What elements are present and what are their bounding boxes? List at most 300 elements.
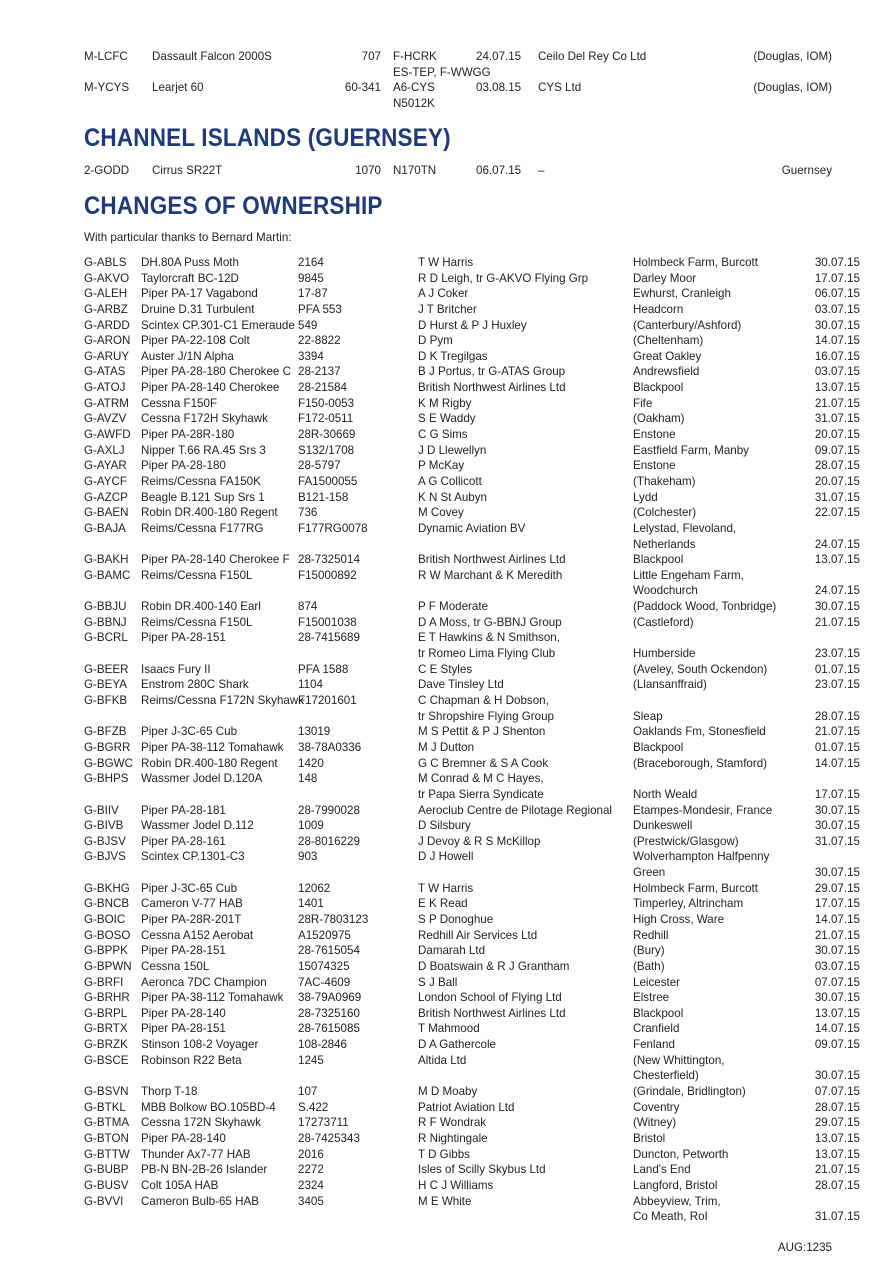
entry-construction-number: 707 — [361, 50, 381, 63]
row-aircraft-type: Taylorcraft BC-12D — [141, 271, 239, 285]
row-registration: G-BTMA — [84, 1116, 130, 1130]
row-registration: G-AYCF — [84, 474, 127, 488]
row-location: Little Engeham Farm, — [633, 568, 744, 582]
row-owner: Patriot Aviation Ltd — [418, 1100, 515, 1114]
row-location: (Witney) — [633, 1116, 677, 1130]
row-owner: Dynamic Aviation BV — [418, 521, 526, 535]
row-date: 21.07.15 — [814, 725, 860, 739]
row-location: Darley Moor — [633, 271, 697, 285]
row-construction-number: F172-0511 — [298, 412, 354, 426]
table-row — [84, 521, 860, 552]
row-location: Blackpool — [633, 1006, 684, 1020]
row-owner-line2: tr Shropshire Flying Group — [418, 709, 554, 723]
table-row — [84, 474, 860, 490]
row-construction-number: 12062 — [298, 881, 331, 895]
row-date: 21.07.15 — [814, 615, 860, 629]
row-registration: G-BIVB — [84, 819, 124, 833]
table-row — [84, 1178, 860, 1194]
row-owner: E T Hawkins & N Smithson, — [418, 631, 560, 645]
row-aircraft-type: Piper PA-38-112 Tomahawk — [141, 991, 284, 1005]
row-aircraft-type: Cameron Bulb-65 HAB — [141, 1194, 259, 1208]
table-row — [84, 286, 860, 302]
row-owner: D J Howell — [418, 850, 474, 864]
row-aircraft-type: Cessna F172H Skyhawk — [141, 412, 268, 426]
row-registration: G-BAKH — [84, 553, 129, 567]
row-construction-number: 874 — [298, 600, 318, 614]
row-owner: M Covey — [418, 506, 464, 520]
row-owner: T Mahmood — [418, 1022, 480, 1036]
intro-text: With particular thanks to Bernard Martin: — [84, 231, 292, 244]
row-owner-line2: tr Papa Sierra Syndicate — [418, 787, 544, 801]
entry-aircraft-type: Cirrus SR22T — [152, 164, 223, 177]
row-aircraft-type: Scintex CP.301-C1 Emeraude — [141, 318, 295, 332]
row-owner: Isles of Scilly Skybus Ltd — [418, 1163, 546, 1177]
row-construction-number: 28-7615085 — [298, 1022, 360, 1036]
row-location: (Grindale, Bridlington) — [633, 1085, 746, 1099]
row-date: 30.07.15 — [814, 256, 860, 269]
row-date: 13.07.15 — [814, 1147, 860, 1161]
row-date: 17.07.15 — [814, 271, 860, 285]
row-location: (Prestwick/Glasgow) — [633, 834, 739, 848]
row-location: Headcorn — [633, 302, 684, 316]
section-heading-guernsey: CHANNEL ISLANDS (GUERNSEY) — [84, 124, 451, 152]
row-registration: G-BCRL — [84, 631, 128, 645]
row-construction-number: 28-7325014 — [298, 553, 360, 567]
row-date: 21.07.15 — [814, 1163, 860, 1177]
row-registration: G-ABLS — [84, 256, 127, 269]
row-construction-number: 28-7325160 — [298, 1006, 360, 1020]
row-owner: R D Leigh, tr G-AKVO Flying Grp — [418, 271, 589, 285]
row-date: 13.07.15 — [814, 553, 860, 567]
row-owner: Dave Tinsley Ltd — [418, 678, 504, 692]
row-construction-number: 38-78A0336 — [298, 740, 362, 754]
row-owner: E K Read — [418, 897, 468, 911]
row-construction-number: 736 — [298, 506, 318, 520]
row-date: 21.07.15 — [814, 928, 860, 942]
table-row — [84, 724, 860, 740]
row-owner: R W Marchant & K Meredith — [418, 568, 563, 582]
row-registration: G-BUSV — [84, 1178, 129, 1192]
table-row — [84, 490, 860, 506]
row-owner: T D Gibbs — [418, 1147, 470, 1161]
table-row — [84, 1194, 860, 1225]
row-owner: D A Gathercole — [418, 1038, 496, 1052]
table-row — [84, 803, 860, 819]
row-date: 31.07.15 — [814, 412, 860, 426]
table-row — [84, 443, 860, 459]
row-registration: G-BHPS — [84, 772, 129, 786]
table-row — [84, 912, 860, 928]
row-date: 29.07.15 — [814, 1116, 860, 1130]
row-registration: G-BTTW — [84, 1147, 130, 1161]
row-owner: T W Harris — [418, 881, 474, 895]
row-aircraft-type: Robin DR.400-180 Regent — [141, 756, 278, 770]
row-location: (Thakeham) — [633, 474, 696, 488]
row-location: Oaklands Fm, Stonesfield — [633, 725, 766, 739]
row-aircraft-type: Piper PA-38-112 Tomahawk — [141, 740, 284, 754]
row-location: Lydd — [633, 490, 658, 504]
row-date: 01.07.15 — [814, 740, 860, 754]
row-registration: G-ARBZ — [84, 302, 128, 316]
row-registration: G-BRTX — [84, 1022, 128, 1036]
row-construction-number: B121-158 — [298, 490, 349, 504]
row-aircraft-type: Reims/Cessna F177RG — [141, 521, 264, 535]
row-owner: D Boatswain & R J Grantham — [418, 959, 570, 973]
row-construction-number: A1520975 — [298, 928, 351, 942]
row-location: Etampes-Mondesir, France — [633, 803, 773, 817]
row-construction-number: 108-2846 — [298, 1038, 347, 1052]
table-row — [84, 1147, 860, 1163]
row-registration: G-AKVO — [84, 271, 130, 285]
row-owner: S E Waddy — [418, 412, 476, 426]
entry-previous-identity: F-HCRK — [393, 50, 437, 63]
row-aircraft-type: Piper PA-28R-180 — [141, 428, 235, 442]
row-location: Dunkeswell — [633, 819, 693, 833]
row-location: (Aveley, South Ockendon) — [633, 662, 768, 676]
row-owner: D Hurst & P J Huxley — [418, 318, 527, 332]
row-construction-number: 28-2137 — [298, 365, 341, 379]
row-registration: G-BGRR — [84, 740, 131, 754]
row-aircraft-type: Beagle B.121 Sup Srs 1 — [141, 490, 265, 504]
row-date: 30.07.15 — [814, 866, 860, 880]
row-date: 13.07.15 — [814, 381, 860, 395]
entry-previous-identity: N170TN — [393, 164, 437, 177]
row-location-line2: Netherlands — [633, 537, 696, 551]
row-location: (New Whittington, — [633, 1053, 725, 1067]
table-row — [84, 1006, 860, 1022]
row-date: 03.07.15 — [814, 365, 860, 379]
row-registration: G-AXLJ — [84, 443, 125, 457]
row-aircraft-type: Thorp T-18 — [141, 1085, 198, 1099]
row-construction-number: 17273711 — [298, 1116, 349, 1130]
row-location: (Castleford) — [633, 615, 694, 629]
row-owner: Aeroclub Centre de Pilotage Regional — [418, 803, 612, 817]
row-aircraft-type: Stinson 108-2 Voyager — [141, 1038, 259, 1052]
row-owner: J T Britcher — [418, 302, 477, 316]
row-owner: A J Coker — [418, 287, 469, 301]
row-aircraft-type: Piper J-3C-65 Cub — [141, 881, 238, 895]
row-aircraft-type: Piper PA-28-161 — [141, 834, 226, 848]
row-date: 30.07.15 — [814, 803, 860, 817]
row-date: 28.07.15 — [814, 459, 860, 473]
row-date: 31.07.15 — [814, 490, 860, 504]
row-aircraft-type: Isaacs Fury II — [141, 662, 211, 676]
row-owner: S J Ball — [418, 975, 458, 989]
row-aircraft-type: Piper PA-22-108 Colt — [141, 334, 250, 348]
row-registration: G-BFZB — [84, 725, 127, 739]
section-heading-ownership: CHANGES OF OWNERSHIP — [84, 192, 383, 220]
row-location: Coventry — [633, 1100, 680, 1114]
row-date: 28.07.15 — [814, 709, 860, 723]
row-date: 30.07.15 — [814, 819, 860, 833]
row-owner: J D Llewellyn — [418, 443, 487, 457]
table-row — [84, 1100, 860, 1116]
row-owner: M E White — [418, 1194, 472, 1208]
entry-location: Guernsey — [781, 164, 832, 177]
row-date: 14.07.15 — [814, 756, 860, 770]
row-construction-number: 7AC-4609 — [298, 975, 351, 989]
row-date: 07.07.15 — [814, 975, 860, 989]
row-location: Cranfield — [633, 1022, 680, 1036]
row-location-line2: Sleap — [633, 709, 663, 723]
row-date: 28.07.15 — [814, 1178, 860, 1192]
row-registration: G-AZCP — [84, 490, 128, 504]
row-construction-number: FA1500055 — [298, 474, 358, 488]
table-row — [84, 396, 860, 412]
row-construction-number: 15074325 — [298, 959, 350, 973]
row-construction-number: 1009 — [298, 819, 324, 833]
entry-registration: M-LCFC — [84, 50, 128, 63]
table-row — [84, 427, 860, 443]
row-aircraft-type: Wassmer Jodel D.112 — [141, 819, 254, 833]
row-owner: D K Tregilgas — [418, 349, 488, 363]
entry-aircraft-type: Dassault Falcon 2000S — [152, 50, 272, 63]
row-location-line2: Woodchurch — [633, 584, 698, 598]
row-owner: M S Pettit & P J Shenton — [418, 725, 546, 739]
row-construction-number: 1104 — [298, 678, 323, 692]
row-aircraft-type: Piper PA-17 Vagabond — [141, 287, 258, 301]
row-date: 09.07.15 — [814, 443, 860, 457]
row-construction-number: 1401 — [298, 897, 324, 911]
row-registration: G-BEER — [84, 662, 129, 676]
row-location: Blackpool — [633, 381, 684, 395]
table-row — [84, 1131, 860, 1147]
row-construction-number: 28R-30669 — [298, 428, 356, 442]
row-date: 28.07.15 — [814, 1100, 860, 1114]
entry-registration: 2-GODD — [84, 164, 130, 177]
row-registration: G-BSVN — [84, 1085, 129, 1099]
table-row — [84, 1021, 860, 1037]
row-date: 09.07.15 — [814, 1038, 860, 1052]
entry-previous-identity-line2: N5012K — [393, 96, 435, 110]
row-registration: G-BNCB — [84, 897, 130, 911]
table-row — [84, 975, 860, 991]
row-aircraft-type: Piper PA-28-180 — [141, 459, 226, 473]
table-row — [84, 333, 860, 349]
row-date: 17.07.15 — [814, 787, 860, 801]
row-aircraft-type: Cessna 150L — [141, 959, 210, 973]
row-owner: R F Wondrak — [418, 1116, 487, 1130]
row-location: Ewhurst, Cranleigh — [633, 287, 731, 301]
row-construction-number: 2324 — [298, 1178, 324, 1192]
row-registration: G-BRZK — [84, 1038, 128, 1052]
row-location: Redhill — [633, 928, 669, 942]
row-registration: G-BJVS — [84, 850, 126, 864]
row-registration: G-BTKL — [84, 1100, 126, 1114]
entry-registration: M-YCYS — [84, 81, 130, 94]
row-registration: G-BRPL — [84, 1006, 128, 1020]
row-date: 23.07.15 — [814, 678, 860, 692]
row-construction-number: 28-21584 — [298, 381, 347, 395]
table-row — [84, 990, 860, 1006]
table-row — [84, 302, 860, 318]
row-date: 22.07.15 — [814, 506, 860, 520]
row-location-line2: Humberside — [633, 647, 696, 661]
row-owner: R Nightingale — [418, 1131, 488, 1145]
row-location: Abbeyview, Trim, — [633, 1194, 721, 1208]
table-row — [84, 630, 860, 661]
row-location: (Paddock Wood, Tonbridge) — [633, 600, 777, 614]
row-location: (Bath) — [633, 959, 665, 973]
row-date: 23.07.15 — [814, 647, 860, 661]
table-row — [84, 568, 860, 599]
row-aircraft-type: Enstrom 280C Shark — [141, 678, 249, 692]
row-location: Langford, Bristol — [633, 1178, 718, 1192]
row-location: (Braceborough, Stamford) — [633, 756, 768, 770]
row-registration: G-ATOJ — [84, 381, 126, 395]
row-registration: G-ARDD — [84, 318, 130, 332]
row-location: Holmbeck Farm, Burcott — [633, 256, 758, 269]
entry-owner: CYS Ltd — [538, 81, 582, 94]
table-row — [84, 818, 860, 834]
table-row — [84, 943, 860, 959]
row-construction-number: F15000892 — [298, 568, 357, 582]
row-registration: G-BKHG — [84, 881, 130, 895]
row-construction-number: 13019 — [298, 725, 331, 739]
row-date: 14.07.15 — [814, 334, 860, 348]
row-location: Eastfield Farm, Manby — [633, 443, 749, 457]
row-owner: P McKay — [418, 459, 465, 473]
row-aircraft-type: Cessna F150F — [141, 396, 218, 410]
row-owner: C Chapman & H Dobson, — [418, 693, 549, 707]
row-location: High Cross, Ware — [633, 913, 725, 926]
entry-date: 03.08.15 — [476, 81, 522, 94]
row-owner: M J Dutton — [418, 740, 475, 754]
row-owner: H C J Williams — [418, 1178, 494, 1192]
row-registration: G-ARUY — [84, 349, 130, 363]
row-location: Bristol — [633, 1131, 666, 1145]
row-aircraft-type: Piper J-3C-65 Cub — [141, 725, 238, 739]
row-owner: Redhill Air Services Ltd — [418, 928, 538, 942]
register-entry — [84, 80, 832, 111]
row-registration: G-AVZV — [84, 412, 127, 426]
row-owner: D A Moss, tr G-BBNJ Group — [418, 615, 562, 629]
table-row — [84, 599, 860, 615]
row-date: 13.07.15 — [814, 1131, 860, 1145]
row-construction-number: 1420 — [298, 756, 324, 770]
register-entry — [84, 49, 832, 80]
row-aircraft-type: Piper PA-28-181 — [141, 803, 226, 817]
row-owner: B J Portus, tr G-ATAS Group — [418, 365, 566, 379]
row-aircraft-type: Piper PA-28R-201T — [141, 913, 242, 926]
row-location: Elstree — [633, 991, 670, 1005]
table-row — [84, 1162, 860, 1178]
row-registration: G-BUBP — [84, 1163, 129, 1177]
row-owner: C E Styles — [418, 662, 473, 676]
row-construction-number: 28R-7803123 — [298, 913, 369, 926]
row-location: (Oakham) — [633, 412, 685, 426]
row-aircraft-type: Thunder Ax7-77 HAB — [141, 1147, 251, 1161]
row-date: 03.07.15 — [814, 302, 860, 316]
row-owner: T W Harris — [418, 256, 474, 269]
row-registration: G-BBJU — [84, 600, 127, 614]
row-registration: G-AWFD — [84, 428, 131, 442]
table-row — [84, 693, 860, 724]
entry-date: 06.07.15 — [476, 164, 522, 177]
row-date: 30.07.15 — [814, 944, 860, 958]
table-row — [84, 756, 860, 772]
entry-location: (Douglas, IOM) — [753, 81, 832, 94]
row-aircraft-type: Piper PA-28-140 — [141, 1131, 226, 1145]
table-row — [84, 677, 860, 693]
row-construction-number: 903 — [298, 850, 318, 864]
row-date: 20.07.15 — [814, 428, 860, 442]
row-construction-number: PFA 553 — [298, 302, 342, 316]
row-owner: J Devoy & R S McKillop — [418, 834, 541, 848]
row-aircraft-type: Robin DR.400-180 Regent — [141, 506, 278, 520]
table-row — [84, 1084, 860, 1100]
table-row — [84, 505, 860, 521]
row-aircraft-type: Piper PA-28-151 — [141, 631, 226, 645]
row-construction-number: 2164 — [298, 256, 324, 269]
row-date: 24.07.15 — [814, 537, 860, 551]
row-construction-number: PFA 1588 — [298, 662, 349, 676]
row-construction-number: 9845 — [298, 271, 324, 285]
row-registration: G-BFKB — [84, 693, 128, 707]
entry-previous-identity-line2: ES-TEP, F-WWGG — [393, 65, 491, 79]
row-location: Blackpool — [633, 553, 684, 567]
row-construction-number: 28-7990028 — [298, 803, 360, 817]
entry-aircraft-type: Learjet 60 — [152, 81, 204, 94]
row-registration: G-BIIV — [84, 803, 119, 817]
table-row — [84, 834, 860, 850]
table-row — [84, 849, 860, 880]
row-aircraft-type: Reims/Cessna F150L — [141, 615, 253, 629]
row-registration: G-BGWC — [84, 756, 133, 770]
row-construction-number: 28-7415689 — [298, 631, 360, 645]
page-reference: AUG:1235 — [777, 1241, 832, 1254]
row-owner: D Pym — [418, 334, 453, 348]
row-construction-number: 38-79A0969 — [298, 991, 362, 1005]
row-date: 17.07.15 — [814, 897, 860, 911]
row-construction-number: 3405 — [298, 1194, 324, 1208]
row-location: Wolverhampton Halfpenny — [633, 850, 770, 864]
row-registration: G-BOIC — [84, 913, 126, 926]
row-registration: G-BPPK — [84, 944, 128, 958]
row-date: 24.07.15 — [814, 584, 860, 598]
row-location-line2: North Weald — [633, 787, 698, 801]
row-location: (Llansanffraid) — [633, 678, 707, 692]
row-registration: G-ATRM — [84, 396, 129, 410]
row-aircraft-type: Piper PA-28-140 Cherokee — [141, 381, 280, 395]
row-aircraft-type: Piper PA-28-140 — [141, 1006, 226, 1020]
row-registration: G-BBNJ — [84, 615, 127, 629]
table-row — [84, 959, 860, 975]
row-date: 01.07.15 — [814, 662, 860, 676]
row-construction-number: 107 — [298, 1085, 318, 1099]
row-date: 30.07.15 — [814, 600, 860, 614]
row-location: Fenland — [633, 1038, 675, 1052]
table-row — [84, 771, 860, 802]
row-location: Enstone — [633, 459, 676, 473]
row-aircraft-type: Reims/Cessna F150L — [141, 568, 253, 582]
entry-previous-identity: A6-CYS — [393, 81, 435, 94]
row-aircraft-type: Cessna 172N Skyhawk — [141, 1116, 261, 1130]
row-registration: G-ATAS — [84, 365, 126, 379]
row-owner: British Northwest Airlines Ltd — [418, 381, 566, 395]
row-owner: M D Moaby — [418, 1085, 478, 1099]
row-owner: M Conrad & M C Hayes, — [418, 772, 544, 786]
row-date: 13.07.15 — [814, 1006, 860, 1020]
row-construction-number: S132/1708 — [298, 443, 355, 457]
row-date: 30.07.15 — [814, 991, 860, 1005]
row-registration: G-ARON — [84, 334, 131, 348]
row-aircraft-type: Nipper T.66 RA.45 Srs 3 — [141, 443, 266, 457]
row-construction-number: 3394 — [298, 349, 324, 363]
row-construction-number: 549 — [298, 318, 318, 332]
row-construction-number: 28-5797 — [298, 459, 341, 473]
ownership-table — [84, 255, 860, 1225]
